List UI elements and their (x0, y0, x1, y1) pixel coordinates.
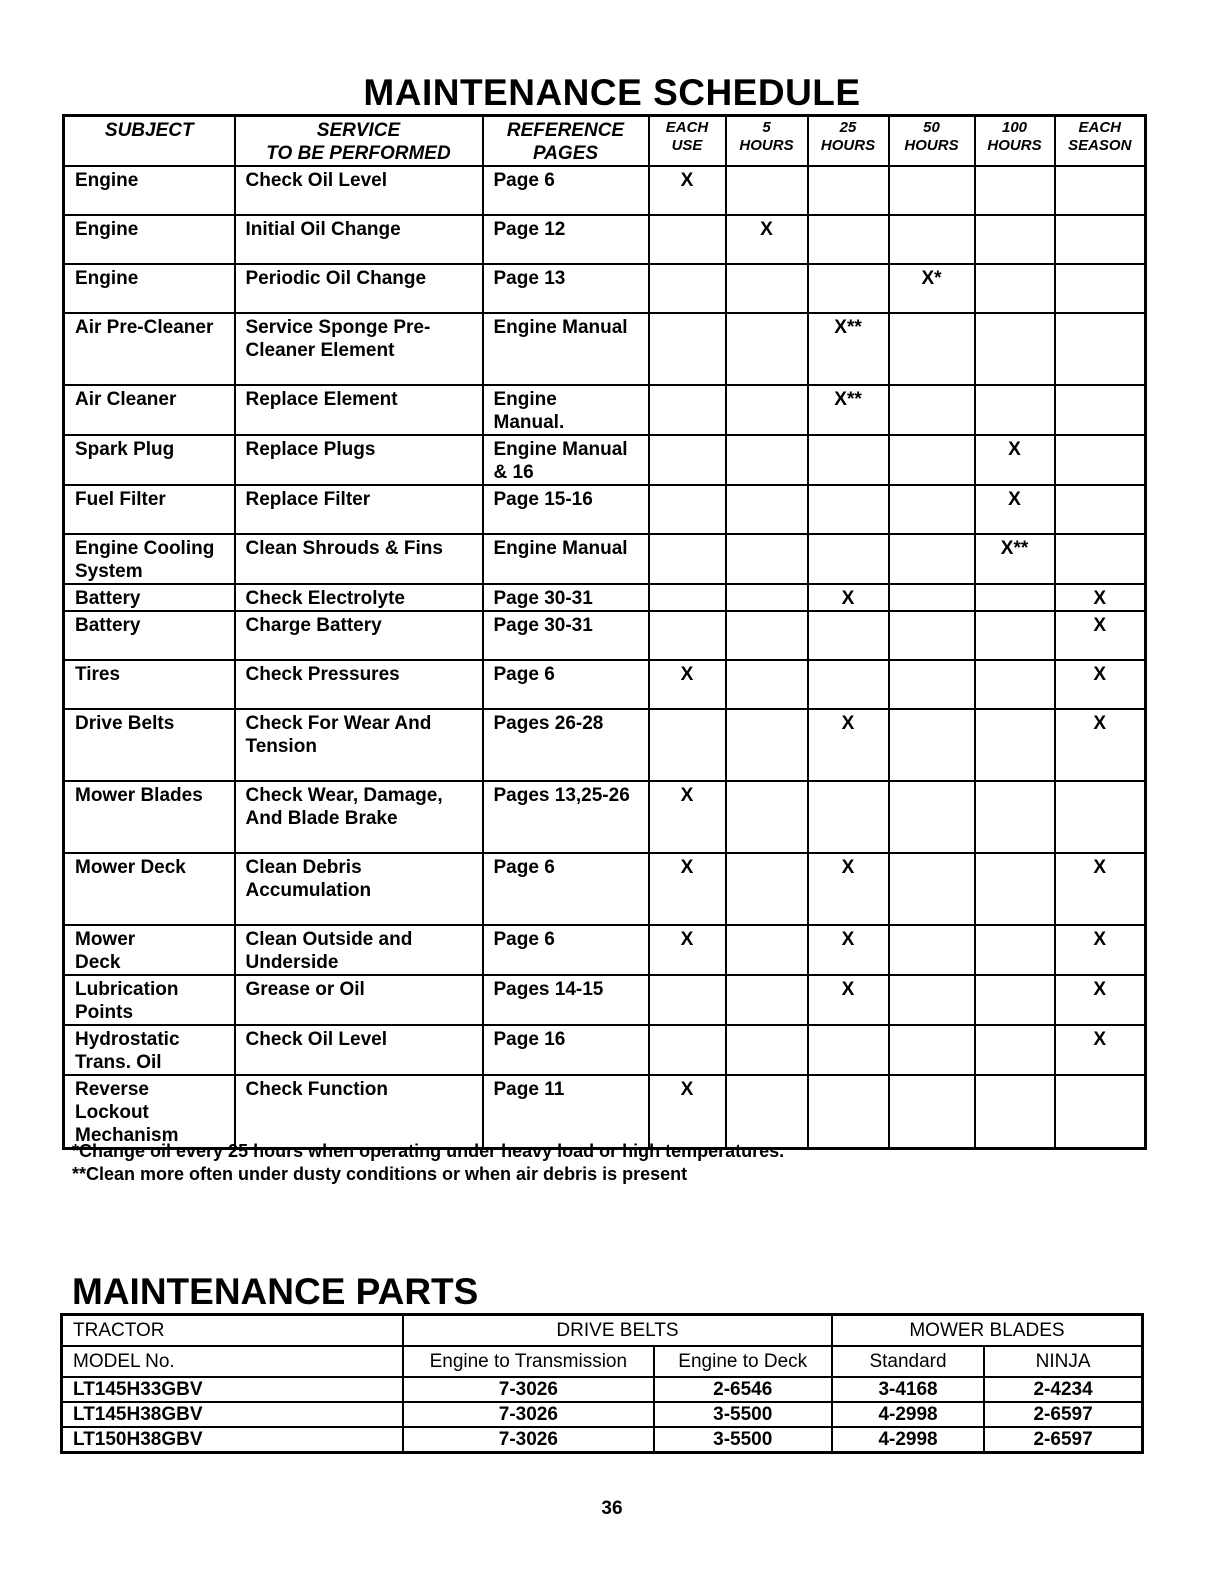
reference-cell: Page 30-31 (483, 584, 649, 611)
part-number-cell: 7-3026 (403, 1377, 653, 1402)
header-model-no: MODEL No. (62, 1346, 404, 1377)
service-cell: Check Electrolyte (235, 584, 483, 611)
schedule-row (64, 660, 1146, 709)
subject-cell: Hydrostatic Trans. Oil (64, 1025, 235, 1075)
interval-mark-cell (726, 313, 808, 385)
interval-mark-cell (649, 485, 726, 534)
reference-cell: Engine Manual (483, 534, 649, 584)
interval-mark-cell (808, 166, 889, 215)
header-each-season: EACH SEASON (1055, 116, 1146, 167)
interval-mark-cell (808, 1025, 889, 1075)
subject-cell: Reverse Lockout Mechanism (64, 1075, 235, 1149)
interval-mark-cell: X** (808, 385, 889, 435)
parts-title: MAINTENANCE PARTS (72, 1271, 479, 1312)
interval-mark-cell: X (808, 853, 889, 925)
interval-mark-cell (975, 1025, 1055, 1075)
service-cell: Check Oil Level (235, 1025, 483, 1075)
interval-mark-cell (889, 435, 975, 485)
interval-mark-cell (889, 485, 975, 534)
parts-row (62, 1402, 1143, 1427)
header-50-hours: 50 HOURS (889, 116, 975, 167)
reference-cell: Page 13 (483, 264, 649, 313)
interval-mark-cell (726, 611, 808, 660)
header-standard: Standard (832, 1346, 984, 1377)
interval-mark-cell (975, 166, 1055, 215)
parts-header-row-1 (62, 1315, 1143, 1347)
part-number-cell: 7-3026 (403, 1427, 653, 1453)
interval-mark-cell: X (649, 660, 726, 709)
service-cell: Periodic Oil Change (235, 264, 483, 313)
footnote-oil: *Change oil every 25 hours when operating under heavy load or high temperatures. (72, 1141, 785, 1161)
schedule-row (64, 1075, 1146, 1149)
reference-cell: Pages 26-28 (483, 709, 649, 781)
interval-mark-cell (726, 485, 808, 534)
interval-mark-cell: X** (975, 534, 1055, 584)
interval-mark-cell (975, 385, 1055, 435)
interval-mark-cell: X (649, 1075, 726, 1149)
interval-mark-cell (808, 611, 889, 660)
schedule-row (64, 313, 1146, 385)
interval-mark-cell (649, 385, 726, 435)
schedule-row (64, 166, 1146, 215)
subject-cell: Engine (64, 166, 235, 215)
interval-mark-cell (1055, 781, 1146, 853)
interval-mark-cell (975, 313, 1055, 385)
header-mower-blades: MOWER BLADES (832, 1315, 1143, 1347)
interval-mark-cell (889, 1025, 975, 1075)
interval-mark-cell (889, 925, 975, 975)
header-drive-belts: DRIVE BELTS (403, 1315, 832, 1347)
part-number-cell: 7-3026 (403, 1402, 653, 1427)
subject-cell: Air Pre-Cleaner (64, 313, 235, 385)
interval-mark-cell (889, 975, 975, 1025)
interval-mark-cell (649, 313, 726, 385)
service-cell: Clean Debris Accumulation (235, 853, 483, 925)
interval-mark-cell: X (1055, 925, 1146, 975)
page-number: 36 (601, 1498, 623, 1519)
interval-mark-cell (649, 534, 726, 584)
interval-mark-cell: X (726, 215, 808, 264)
interval-mark-cell (808, 781, 889, 853)
subject-cell: Mower Deck (64, 853, 235, 925)
header-engine-to-transmission: Engine to Transmission (403, 1346, 653, 1377)
interval-mark-cell (975, 709, 1055, 781)
reference-cell: Engine Manual & 16 (483, 435, 649, 485)
reference-cell: Engine Manual (483, 313, 649, 385)
service-cell: Check Function (235, 1075, 483, 1149)
header-5-hours: 5 HOURS (726, 116, 808, 167)
header-25-hours: 25 HOURS (808, 116, 889, 167)
schedule-row (64, 975, 1146, 1025)
interval-mark-cell (889, 166, 975, 215)
subject-cell: Mower Blades (64, 781, 235, 853)
part-number-cell: 2-6597 (984, 1427, 1142, 1453)
schedule-header-row (64, 116, 1146, 167)
interval-mark-cell: X (649, 781, 726, 853)
interval-mark-cell (808, 1075, 889, 1149)
service-cell: Charge Battery (235, 611, 483, 660)
interval-mark-cell (889, 534, 975, 584)
interval-mark-cell: X** (808, 313, 889, 385)
interval-mark-cell: X (649, 925, 726, 975)
interval-mark-cell (808, 660, 889, 709)
service-cell: Replace Plugs (235, 435, 483, 485)
interval-mark-cell (808, 485, 889, 534)
service-cell: Initial Oil Change (235, 215, 483, 264)
interval-mark-cell (975, 975, 1055, 1025)
subject-cell: Engine (64, 264, 235, 313)
interval-mark-cell (889, 611, 975, 660)
reference-cell: Page 11 (483, 1075, 649, 1149)
subject-cell: Engine Cooling System (64, 534, 235, 584)
interval-mark-cell (889, 709, 975, 781)
part-number-cell: 2-6546 (654, 1377, 832, 1402)
subject-cell: Lubrication Points (64, 975, 235, 1025)
interval-mark-cell (808, 264, 889, 313)
schedule-row (64, 584, 1146, 611)
interval-mark-cell: X (1055, 975, 1146, 1025)
model-cell: LT145H33GBV (62, 1377, 404, 1402)
interval-mark-cell (975, 611, 1055, 660)
service-cell: Service Sponge Pre- Cleaner Element (235, 313, 483, 385)
interval-mark-cell (726, 385, 808, 435)
subject-cell: Spark Plug (64, 435, 235, 485)
interval-mark-cell (649, 1025, 726, 1075)
schedule-row (64, 709, 1146, 781)
parts-row (62, 1377, 1143, 1402)
subject-cell: Fuel Filter (64, 485, 235, 534)
schedule-title: MAINTENANCE SCHEDULE (363, 72, 861, 113)
service-cell: Check For Wear And Tension (235, 709, 483, 781)
interval-mark-cell (726, 1075, 808, 1149)
header-ninja: NINJA (984, 1346, 1142, 1377)
interval-mark-cell (726, 975, 808, 1025)
interval-mark-cell (726, 264, 808, 313)
interval-mark-cell (726, 166, 808, 215)
reference-cell: Page 16 (483, 1025, 649, 1075)
subject-cell: Engine (64, 215, 235, 264)
interval-mark-cell (1055, 264, 1146, 313)
interval-mark-cell (808, 215, 889, 264)
interval-mark-cell: X (975, 435, 1055, 485)
subject-cell: Battery (64, 611, 235, 660)
interval-mark-cell (1055, 385, 1146, 435)
reference-cell: Pages 14-15 (483, 975, 649, 1025)
header-each-use: EACH USE (649, 116, 726, 167)
schedule-row (64, 611, 1146, 660)
interval-mark-cell (1055, 215, 1146, 264)
interval-mark-cell (1055, 485, 1146, 534)
reference-cell: Page 30-31 (483, 611, 649, 660)
parts-row (62, 1427, 1143, 1453)
schedule-row (64, 534, 1146, 584)
interval-mark-cell (726, 1025, 808, 1075)
interval-mark-cell: X (808, 709, 889, 781)
footnote-dust: **Clean more often under dusty conditions or when air debris is present (72, 1164, 688, 1184)
interval-mark-cell: X (1055, 709, 1146, 781)
interval-mark-cell (1055, 313, 1146, 385)
service-cell: Replace Element (235, 385, 483, 435)
interval-mark-cell (975, 264, 1055, 313)
interval-mark-cell (649, 975, 726, 1025)
service-cell: Check Oil Level (235, 166, 483, 215)
interval-mark-cell (726, 534, 808, 584)
interval-mark-cell (889, 781, 975, 853)
part-number-cell: 3-4168 (832, 1377, 984, 1402)
interval-mark-cell: X (808, 584, 889, 611)
part-number-cell: 3-5500 (654, 1402, 832, 1427)
reference-cell: Page 6 (483, 166, 649, 215)
interval-mark-cell (726, 660, 808, 709)
interval-mark-cell: X* (889, 264, 975, 313)
interval-mark-cell: X (808, 975, 889, 1025)
interval-mark-cell (975, 584, 1055, 611)
service-cell: Check Wear, Damage, And Blade Brake (235, 781, 483, 853)
reference-cell: Page 6 (483, 853, 649, 925)
subject-cell: Mower Deck (64, 925, 235, 975)
interval-mark-cell (1055, 1075, 1146, 1149)
interval-mark-cell: X (1055, 584, 1146, 611)
interval-mark-cell (975, 215, 1055, 264)
subject-cell: Tires (64, 660, 235, 709)
interval-mark-cell: X (649, 853, 726, 925)
reference-cell: Pages 13,25-26 (483, 781, 649, 853)
interval-mark-cell: X (1055, 611, 1146, 660)
part-number-cell: 2-6597 (984, 1402, 1142, 1427)
schedule-row (64, 781, 1146, 853)
interval-mark-cell (726, 853, 808, 925)
interval-mark-cell (889, 660, 975, 709)
interval-mark-cell (1055, 534, 1146, 584)
interval-mark-cell (975, 781, 1055, 853)
interval-mark-cell: X (649, 166, 726, 215)
interval-mark-cell (726, 925, 808, 975)
interval-mark-cell (649, 611, 726, 660)
interval-mark-cell (649, 584, 726, 611)
part-number-cell: 2-4234 (984, 1377, 1142, 1402)
schedule-row (64, 215, 1146, 264)
reference-cell: Page 6 (483, 660, 649, 709)
interval-mark-cell (975, 853, 1055, 925)
schedule-row (64, 853, 1146, 925)
schedule-row (64, 925, 1146, 975)
service-cell: Check Pressures (235, 660, 483, 709)
header-100-hours: 100 HOURS (975, 116, 1055, 167)
parts-header-row-2 (62, 1346, 1143, 1377)
schedule-row (64, 385, 1146, 435)
interval-mark-cell: X (1055, 1025, 1146, 1075)
interval-mark-cell (649, 264, 726, 313)
interval-mark-cell (649, 215, 726, 264)
interval-mark-cell (889, 215, 975, 264)
service-cell: Clean Shrouds & Fins (235, 534, 483, 584)
interval-mark-cell (1055, 435, 1146, 485)
interval-mark-cell (975, 925, 1055, 975)
subject-cell: Air Cleaner (64, 385, 235, 435)
maintenance-parts-table (60, 1313, 1144, 1454)
interval-mark-cell (726, 435, 808, 485)
interval-mark-cell (808, 435, 889, 485)
interval-mark-cell (808, 534, 889, 584)
interval-mark-cell (889, 584, 975, 611)
part-number-cell: 4-2998 (832, 1427, 984, 1453)
interval-mark-cell (649, 435, 726, 485)
header-engine-to-deck: Engine to Deck (654, 1346, 832, 1377)
reference-cell: Engine Manual. (483, 385, 649, 435)
interval-mark-cell (889, 853, 975, 925)
schedule-row (64, 1025, 1146, 1075)
interval-mark-cell: X (808, 925, 889, 975)
reference-cell: Page 15-16 (483, 485, 649, 534)
interval-mark-cell (975, 1075, 1055, 1149)
schedule-body (64, 166, 1146, 1149)
interval-mark-cell (889, 313, 975, 385)
schedule-row (64, 264, 1146, 313)
interval-mark-cell (889, 1075, 975, 1149)
part-number-cell: 4-2998 (832, 1402, 984, 1427)
subject-cell: Battery (64, 584, 235, 611)
interval-mark-cell (889, 385, 975, 435)
interval-mark-cell: X (1055, 853, 1146, 925)
model-cell: LT150H38GBV (62, 1427, 404, 1453)
header-reference: REFERENCE PAGES (483, 116, 649, 167)
header-tractor: TRACTOR (62, 1315, 404, 1347)
schedule-row (64, 485, 1146, 534)
interval-mark-cell (726, 781, 808, 853)
interval-mark-cell: X (975, 485, 1055, 534)
service-cell: Grease or Oil (235, 975, 483, 1025)
interval-mark-cell (726, 709, 808, 781)
header-subject: SUBJECT (64, 116, 235, 167)
service-cell: Clean Outside and Underside (235, 925, 483, 975)
interval-mark-cell (1055, 166, 1146, 215)
model-cell: LT145H38GBV (62, 1402, 404, 1427)
part-number-cell: 3-5500 (654, 1427, 832, 1453)
interval-mark-cell: X (1055, 660, 1146, 709)
reference-cell: Page 6 (483, 925, 649, 975)
interval-mark-cell (726, 584, 808, 611)
header-service: SERVICE TO BE PERFORMED (235, 116, 483, 167)
interval-mark-cell (649, 709, 726, 781)
reference-cell: Page 12 (483, 215, 649, 264)
schedule-row (64, 435, 1146, 485)
subject-cell: Drive Belts (64, 709, 235, 781)
service-cell: Replace Filter (235, 485, 483, 534)
interval-mark-cell (975, 660, 1055, 709)
maintenance-schedule-table (62, 114, 1147, 1150)
